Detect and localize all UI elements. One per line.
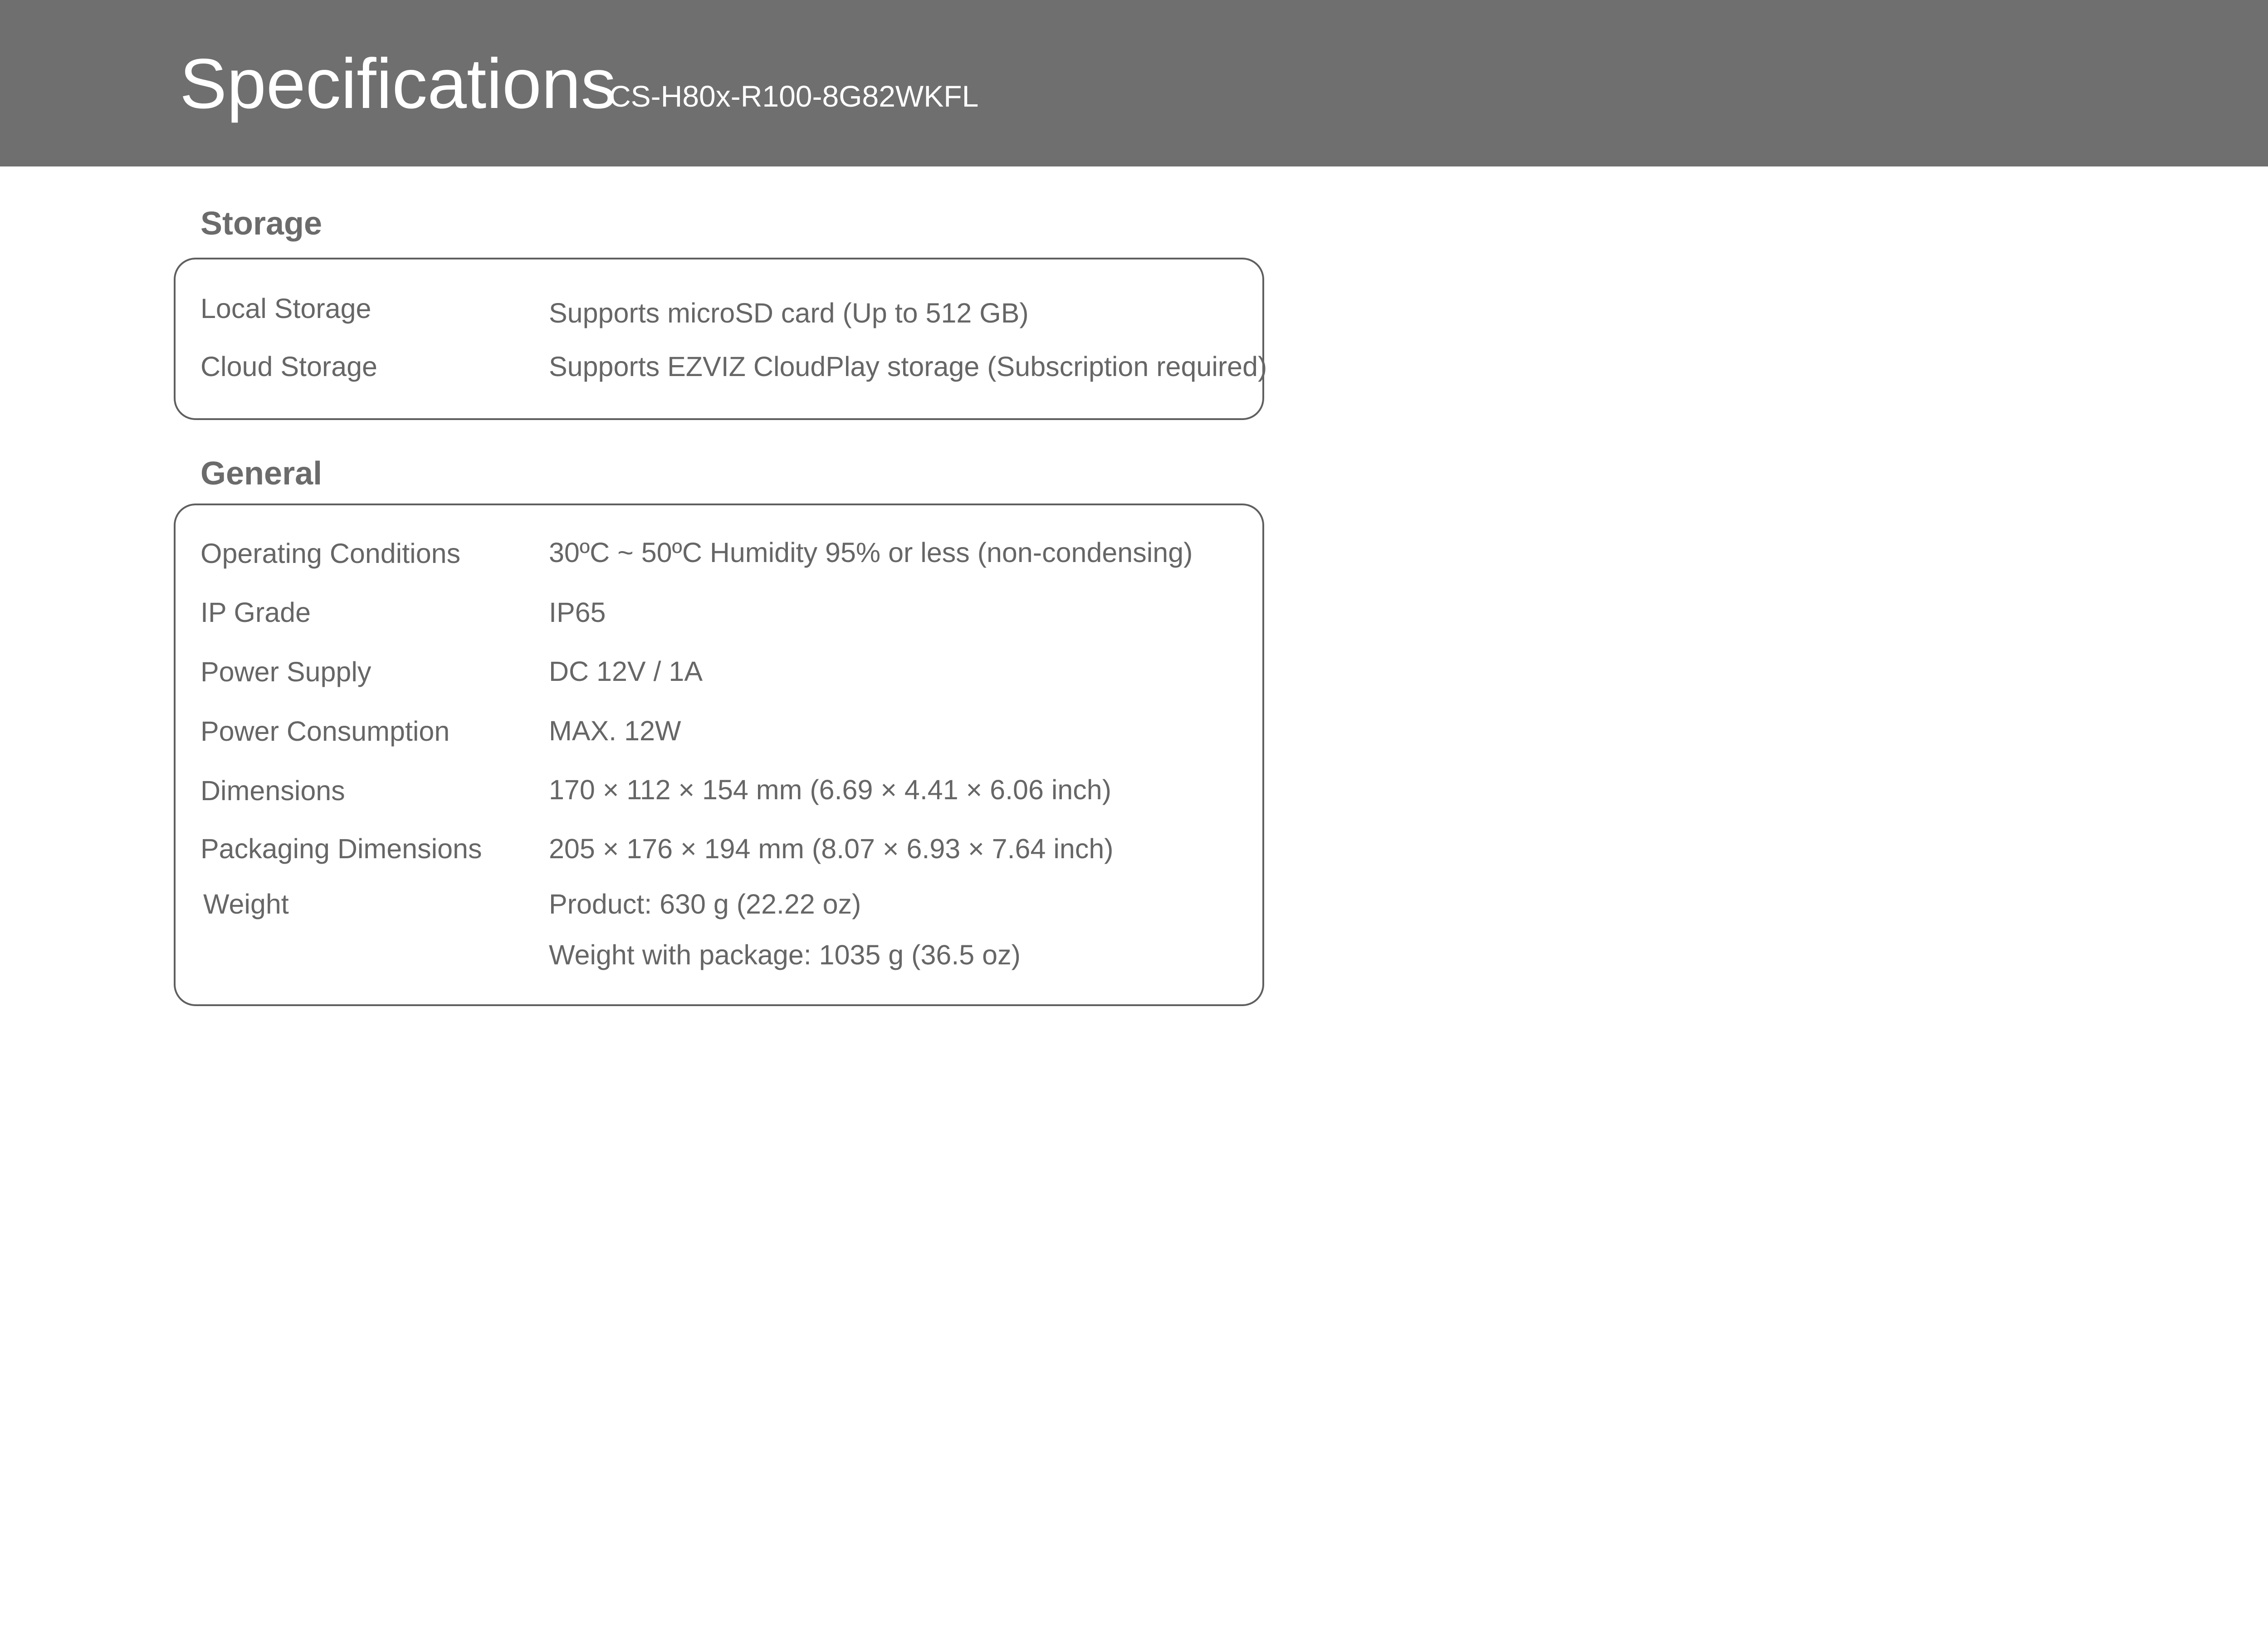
spec-label-ip-grade: IP Grade [200, 597, 311, 628]
spec-value-local-storage: Supports microSD card (Up to 512 GB) [549, 298, 1029, 328]
spec-label-local-storage: Local Storage [200, 293, 371, 324]
spec-label-power-consumption: Power Consumption [200, 716, 450, 747]
spec-value-dimensions: 170 × 112 × 154 mm (6.69 × 4.41 × 6.06 inch) [549, 774, 1112, 805]
model-number: CS-H80x-R100-8G82WKFL [609, 79, 979, 113]
page-title: Specifications [180, 44, 616, 123]
section-heading-storage: Storage [200, 205, 323, 242]
spec-value-power-consumption: MAX. 12W [549, 715, 681, 746]
spec-label-operating-conditions: Operating Conditions [200, 538, 461, 569]
spec-value-operating-conditions: 30ºC ~ 50ºC Humidity 95% or less (non-condensing) [549, 537, 1193, 568]
spec-value-cloud-storage: Supports EZVIZ CloudPlay storage (Subscription required) [549, 351, 1267, 382]
spec-value-power-supply: DC 12V / 1A [549, 656, 703, 687]
spec-label-dimensions: Dimensions [200, 775, 345, 806]
storage-spec-box [174, 258, 1264, 420]
spec-label-cloud-storage: Cloud Storage [200, 351, 377, 382]
spec-value-weight-package: Weight with package: 1035 g (36.5 oz) [549, 939, 1021, 970]
spec-label-power-supply: Power Supply [200, 656, 371, 687]
general-spec-box [174, 504, 1264, 1006]
spec-label-packaging-dimensions: Packaging Dimensions [200, 833, 482, 864]
spec-value-ip-grade: IP65 [549, 597, 606, 628]
spec-value-weight-product: Product: 630 g (22.22 oz) [549, 889, 861, 919]
section-heading-general: General [200, 455, 323, 492]
spec-value-packaging-dimensions: 205 × 176 × 194 mm (8.07 × 6.93 × 7.64 inch) [549, 833, 1114, 864]
spec-label-weight: Weight [203, 889, 289, 919]
